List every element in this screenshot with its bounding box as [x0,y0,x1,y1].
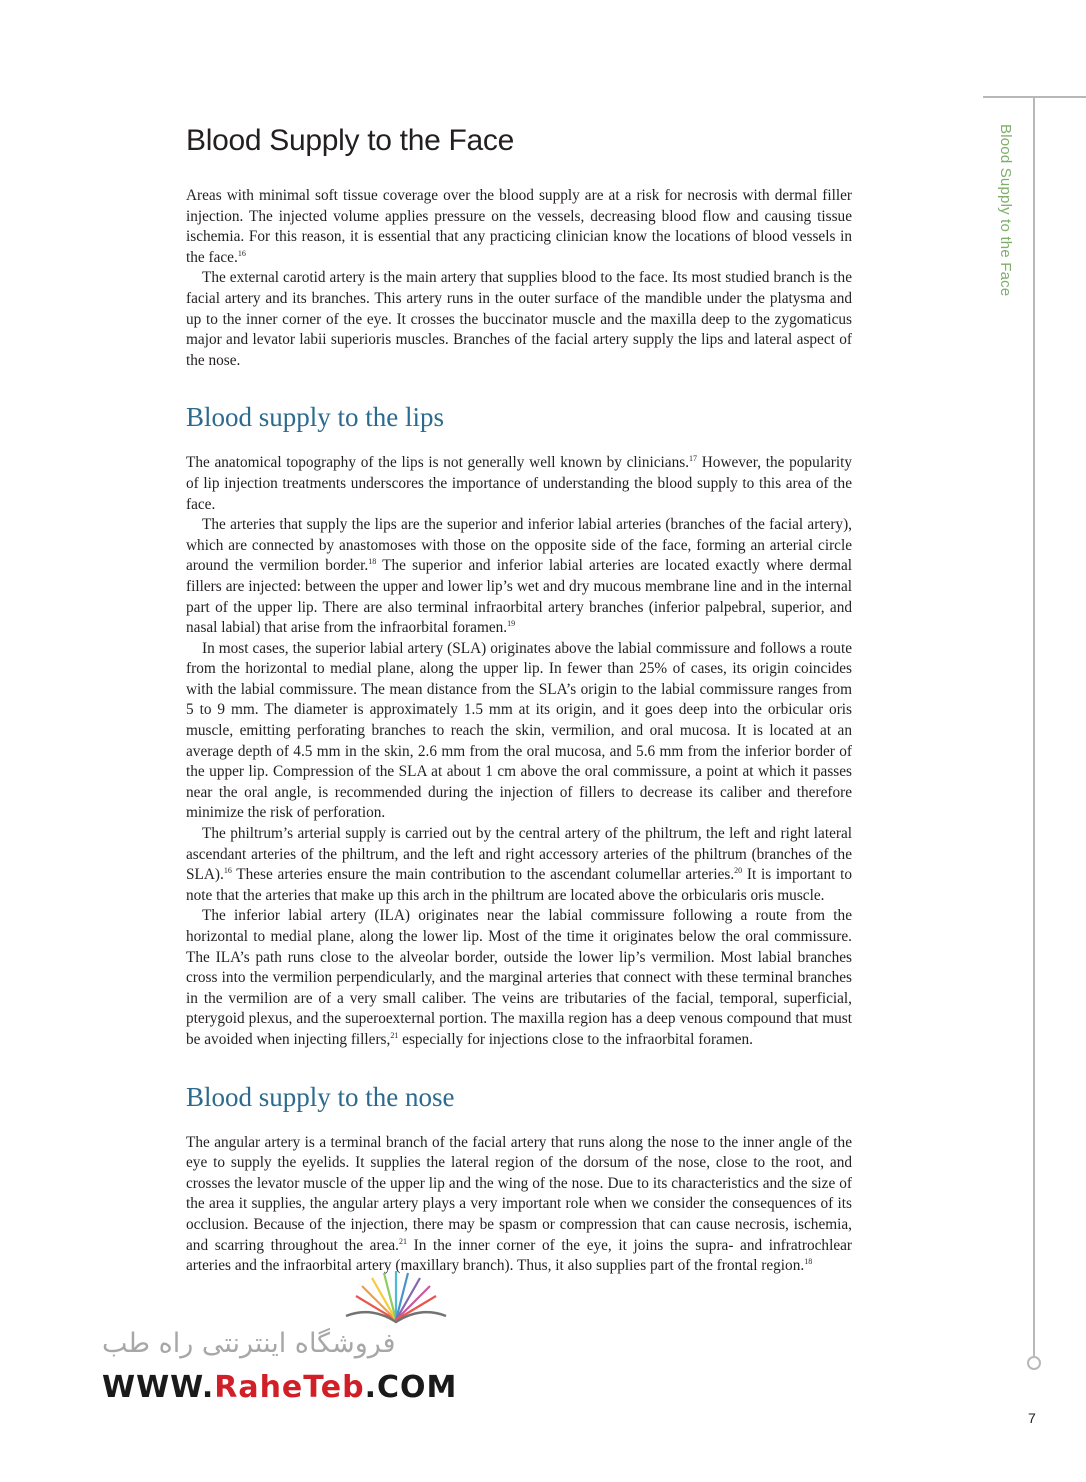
intro-paragraph-2 [186,268,852,371]
watermark-url [102,1370,457,1405]
page-number: 7 [1028,1410,1036,1426]
lips-paragraph-2-text-cont: The superior and inferior labial arteries are located exactly where dermal fillers are injected: between the upper and lower lip’s wet and dry mucous membrane line and in the internal part of the upper lip. There are also terminal infraorbital artery branches (inferior palpebral, superior, and nasal labial) that arise from the infraorbital foramen. [186,557,852,637]
intro-paragraph-1-text: Areas with minimal soft tissue coverage over the blood supply are at a risk for necrosis with dermal filler injection. The injected volume applies pressure on the vessels, decreasing blood flow and causing tissue ischemia. For this reason, it is essential that any practicing clinician know the locations of blood vessels in the face. [186,187,852,266]
reference-superscript: 21 [390,1030,399,1040]
section-heading-nose: Blood supply to the nose [186,1081,455,1112]
page-content [186,118,852,1277]
lips-paragraph-5 [186,906,852,1050]
lips-paragraph-3 [186,639,852,824]
watermark-url-prefix: WWW. [102,1370,215,1405]
margin-rail-vertical [1033,96,1035,1356]
margin-rail-end-circle [1027,1356,1041,1370]
lips-paragraph-3-text: In most cases, the superior labial artery (SLA) originates above the labial commissure and follows a route from the horizontal to medial plane, along the upper lip. In fewer than 25% of cases, its origin coincides with the labial commissure. The mean distance from the SLA’s origin to the labial commissure ranges from 5 to 9 mm. The diameter is approximately 1.5 mm at its origin, and it goes deep into the orbicular oris muscle, emitting perforating branches to reach the skin, vermilion, and oral mucosa. It is located at an average depth of 4.5 mm in the skin, 2.6 mm from the oral mucosa, and 5.6 mm from the inferior border of the upper lip. Compression of the SLA at about 1 cm above the oral commissure, a point at which it passes near the oral angle, is recommended during the injection of fillers to decrease its caliber and therefore minimize the risk of perforation. [186,639,852,822]
reference-superscript: 18 [368,557,377,567]
lips-paragraph-4-text-cont: These arteries ensure the main contribution to the ascendant columellar arteries. [231,866,735,884]
watermark-persian-text: فروشگاه اینترنتی راه طب [102,1328,396,1359]
chapter-title: Blood Supply to the Face [186,124,515,157]
nose-paragraph-1-text: The angular artery is a terminal branch of the facial artery that runs along the nose to the inner angle of the eye to supply the eyelids. It supplies the lateral region of the dorsum of the nose, close to the root, and crosses the levator muscle of the upper lip and the wing of the nose. Due to its characteristics and the size of the area it supplies, the angular artery plays a very important role when we consider the consequences of its occlusion. Because of the injection, there may be spasm or compression that can cause necrosis, ischemia, and scarring throughout the area. [186,1133,852,1254]
lips-paragraph-4-text: The philtrum’s arterial supply is carried out by the central artery of the philtrum, the left and right lateral ascendant arteries of the philtrum, and the left and right accessory arteries of the philtrum (branches of the SLA). [186,825,852,884]
lips-paragraph-5-text: The inferior labial artery (ILA) originates near the labial commissure following a route from the horizontal to medial plane, along the lower lip. Most of the time it originates below the oral commissure. The ILA’s path runs close to the alveolar border, outside the lower lip’s vermilion. Most labial branches cross into the vermilion perpendicularly, and the marginal arteries that connect with these terminal branches in the vermilion are of a very small caliber. The veins are tributaries of the facial, temporal, superficial, pterygoid plexus, and the superoexternal portion. The maxilla region has a deep venous compound that must be avoided when injecting fillers, [186,907,852,1048]
intro-paragraph-1 [186,186,852,268]
nose-paragraph-1 [186,1133,852,1277]
intro-paragraph-2-text: The external carotid artery is the main artery that supplies blood to the face. Its most studied branch is the facial artery and its branches. This artery runs in the outer surface of the mandible under the platysma and up to the inner corner of the eye. It crosses the buccinator muscle and the maxilla deep to the zygomaticus major and levator labii superioris muscles. Branches of the facial artery supply the lips and lateral aspect of the nose. [186,269,852,369]
watermark-url-accent: RaheTeb [214,1370,365,1405]
lips-paragraph-2 [186,515,852,639]
lips-paragraph-1-text: The anatomical topography of the lips is not generally well known by clinicians. [186,454,690,472]
lips-paragraph-5-text-cont: especially for injections close to the infraorbital foramen. [398,1030,754,1048]
reference-superscript: 21 [398,1236,407,1246]
lips-paragraph-4 [186,824,852,906]
watermark-url-suffix: .COM [364,1370,458,1405]
reference-superscript: 19 [507,619,516,628]
reference-superscript: 20 [734,866,743,876]
section-heading-lips: Blood supply to the lips [186,402,445,433]
lips-paragraph-1 [186,453,852,515]
reference-superscript: 16 [223,866,232,876]
running-head: Blood Supply to the Face [997,124,1014,297]
reference-superscript: 17 [689,454,698,464]
reference-superscript: 18 [804,1257,813,1267]
lips-paragraph-2-text: The arteries that supply the lips are the superior and inferior labial arteries (branches of the facial artery), which are connected by anastomoses with those on the opposite side of the face, forming an arterial circle around the vermilion border. [186,516,852,575]
nose-paragraph-1-text-cont: In the inner corner of the eye, it joins the supra- and infratrochlear arteries and the infraorbital artery (maxillary branch). Thus, it also supplies part of the frontal region. [186,1236,852,1275]
reference-superscript: 16 [237,248,246,258]
watermark-book-logo-icon [336,1268,456,1328]
lips-paragraph-4-text-tail: It is important to note that the arteries that make up this arch in the philtrum are located above the orbicularis oris muscle. [186,866,852,904]
lips-paragraph-1-text-cont: However, the popularity of lip injection treatments underscores the importance of understanding the blood supply to this area of the face. [186,454,853,513]
